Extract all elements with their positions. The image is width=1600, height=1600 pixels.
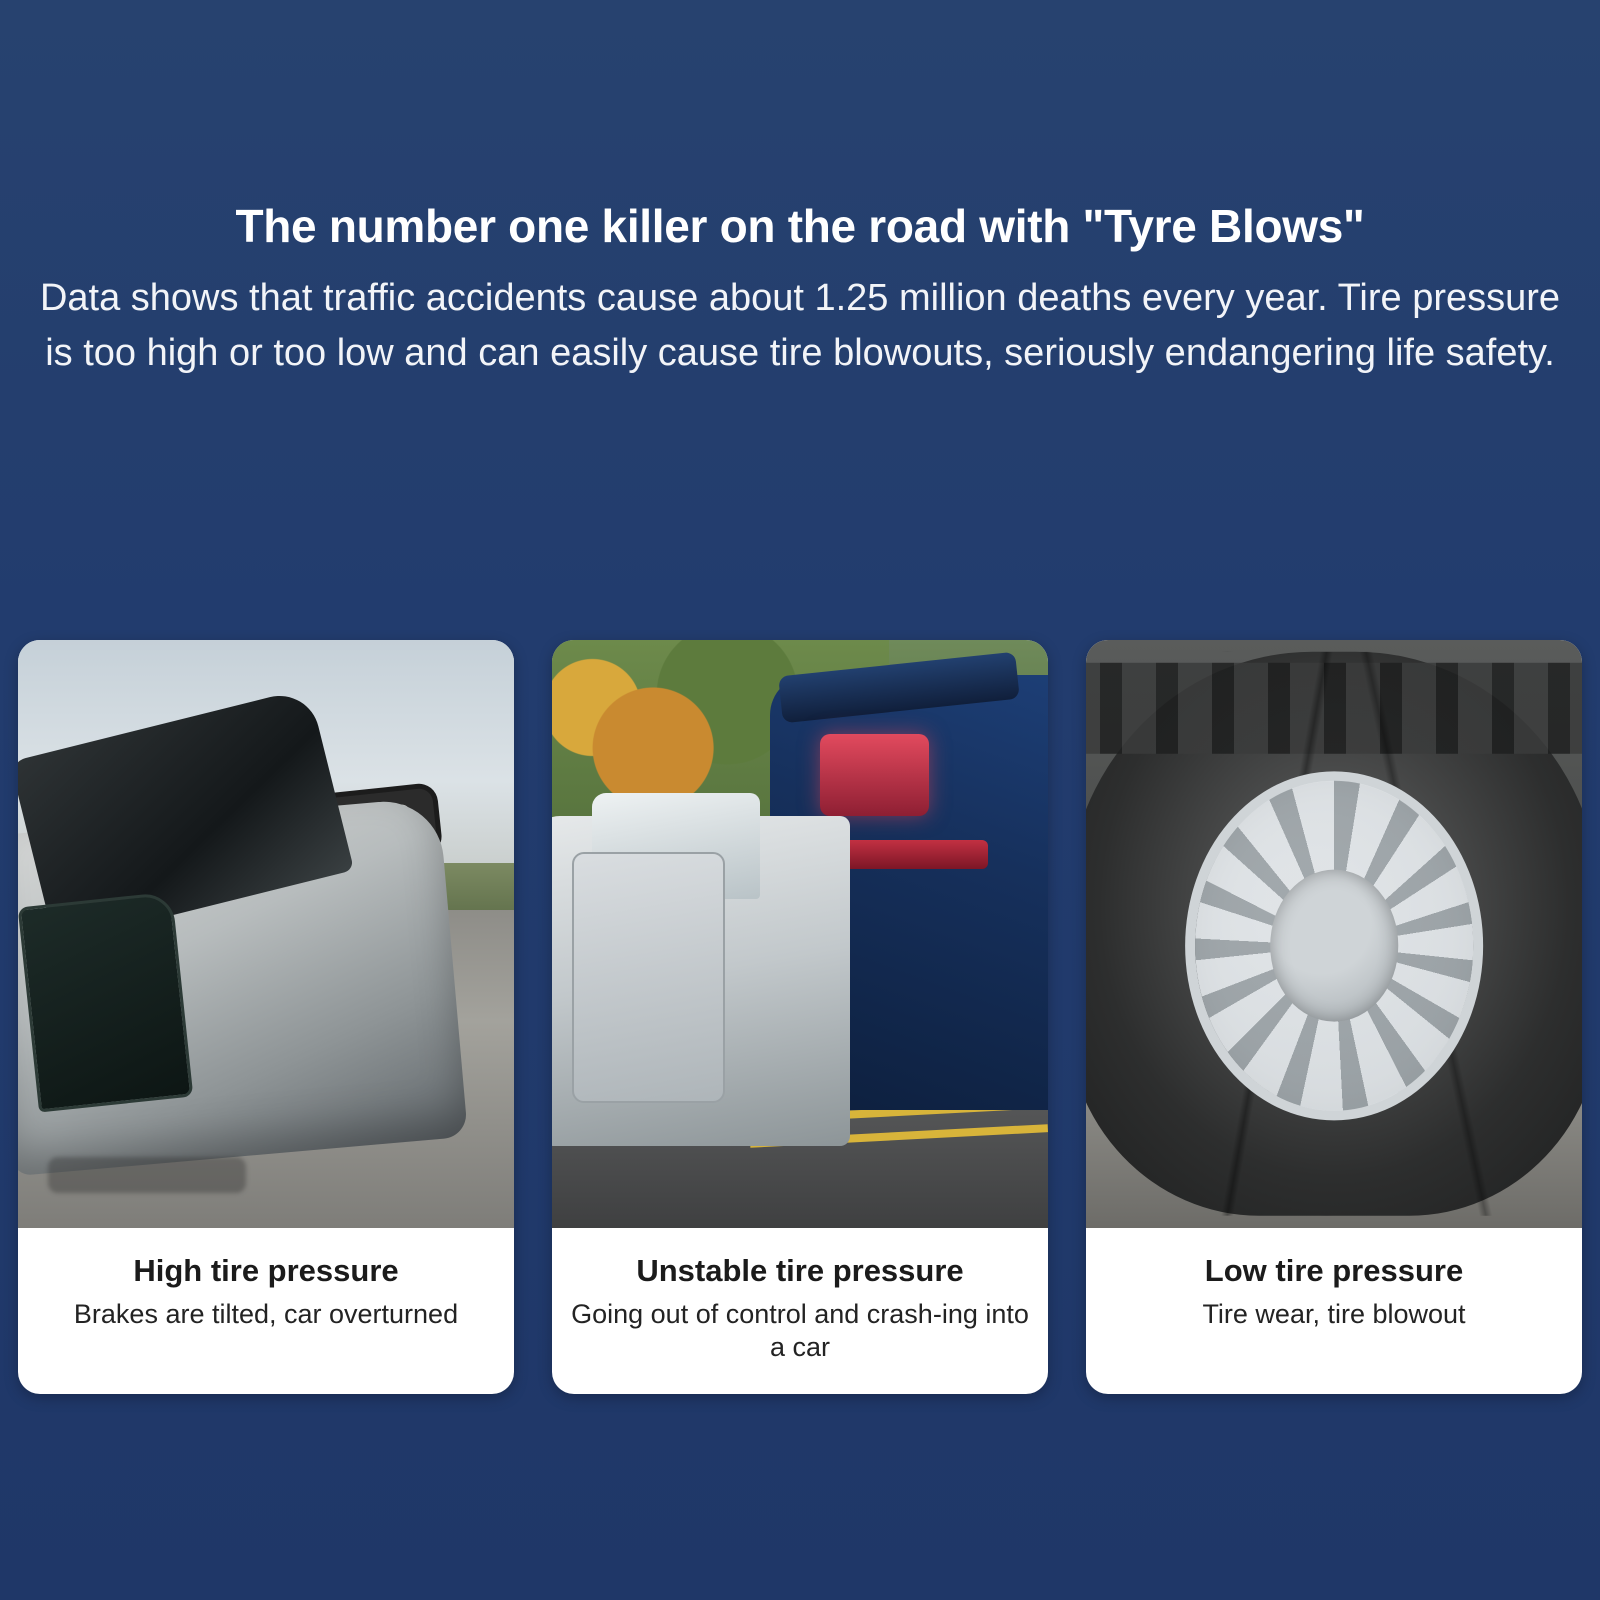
page-subtitle: Data shows that traffic accidents cause about 1.25 million deaths every year. Tire pressure is too high or too low and can easily cause tire blowouts, seriously endangering life safety.	[39, 276, 1561, 374]
card-caption	[1086, 1228, 1582, 1361]
card-high-tire-pressure	[18, 640, 514, 1394]
card-caption	[18, 1228, 514, 1361]
wheel-hub-shape	[1270, 870, 1398, 1021]
card-title: Low tire pressure	[1204, 1253, 1464, 1288]
crash-photo-rear-end-collision	[552, 640, 1048, 1228]
card-unstable-tire-pressure	[552, 640, 1048, 1394]
card-subtitle: Going out of control and crash-ing into a car	[571, 1299, 1029, 1363]
wheel-rim-shape	[1195, 781, 1473, 1110]
crash-photo-overturned-car	[18, 640, 514, 1228]
card-subtitle: Brakes are tilted, car overturned	[73, 1299, 459, 1330]
page-title: The number one killer on the road with "Tyre Blows"	[235, 200, 1365, 252]
card-title: High tire pressure	[133, 1253, 399, 1288]
header	[0, 0, 1600, 381]
card-low-tire-pressure	[1086, 640, 1582, 1394]
taillight-shape	[820, 734, 929, 816]
car-door-shape	[572, 852, 725, 1103]
card-caption	[552, 1228, 1048, 1394]
cards-row	[0, 640, 1600, 1394]
card-title: Unstable tire pressure	[636, 1253, 964, 1288]
flat-tire-photo	[1086, 640, 1582, 1228]
car-window-shape	[18, 891, 193, 1112]
road-debris-shape	[48, 1157, 246, 1192]
card-subtitle: Tire wear, tire blowout	[1202, 1299, 1466, 1330]
